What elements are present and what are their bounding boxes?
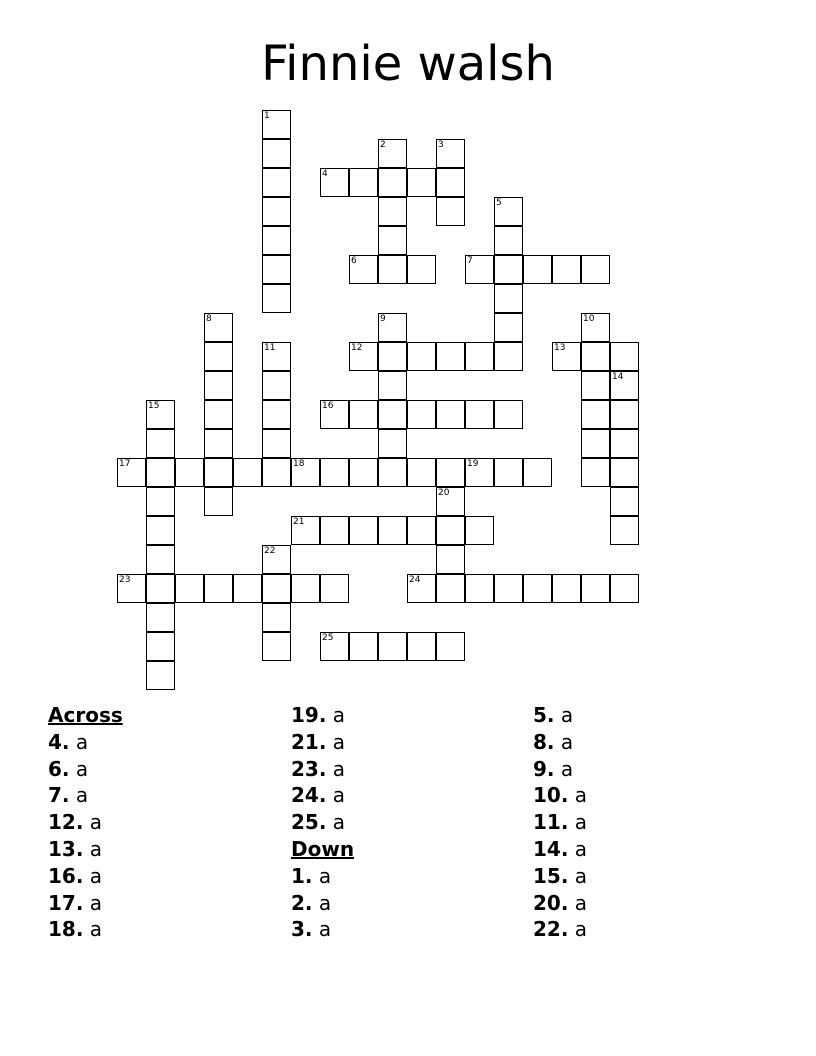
grid-cell[interactable]	[378, 632, 407, 661]
grid-cell[interactable]	[204, 429, 233, 458]
clue-item-text: a	[83, 917, 103, 942]
grid-cell[interactable]	[117, 574, 146, 603]
grid-cell[interactable]	[407, 458, 436, 487]
clue-item-number: 23.	[291, 756, 327, 781]
clue-item	[48, 782, 123, 809]
clue-item-number: 10.	[533, 783, 569, 808]
clue-item-number: 1.	[291, 863, 313, 888]
clue-number: 25	[322, 633, 334, 643]
clue-item	[533, 756, 587, 783]
clue-number: 17	[119, 459, 131, 469]
grid-cell[interactable]	[552, 574, 581, 603]
clue-number: 24	[409, 575, 421, 585]
grid-cell[interactable]	[494, 313, 523, 342]
grid-cell[interactable]	[291, 574, 320, 603]
grid-cell[interactable]	[610, 458, 639, 487]
grid-cell[interactable]	[146, 632, 175, 661]
grid-cell[interactable]	[581, 429, 610, 458]
clue-column-3	[533, 702, 587, 943]
grid-cell[interactable]	[262, 632, 291, 661]
grid-cell[interactable]	[436, 632, 465, 661]
grid-cell[interactable]	[146, 545, 175, 574]
grid-cell[interactable]	[262, 139, 291, 168]
grid-cell[interactable]	[349, 255, 378, 284]
clue-number: 2	[380, 140, 386, 150]
clue-number: 12	[351, 343, 363, 353]
grid-cell[interactable]	[465, 458, 494, 487]
grid-cell[interactable]	[291, 516, 320, 545]
clue-number: 9	[380, 314, 386, 324]
clue-item	[48, 863, 123, 890]
grid-cell[interactable]	[204, 371, 233, 400]
grid-cell[interactable]	[494, 400, 523, 429]
grid-cell[interactable]	[436, 516, 465, 545]
grid-cell[interactable]	[175, 458, 204, 487]
grid-cell[interactable]	[610, 342, 639, 371]
grid-cell[interactable]	[581, 371, 610, 400]
grid-cell[interactable]	[494, 574, 523, 603]
clue-item-number: 16.	[48, 863, 84, 888]
clue-item	[533, 809, 587, 836]
grid-cell[interactable]	[146, 603, 175, 632]
grid-cell[interactable]	[262, 545, 291, 574]
grid-cell[interactable]	[320, 632, 349, 661]
clue-item-number: 11.	[533, 810, 569, 835]
grid-cell[interactable]	[262, 603, 291, 632]
clue-item-text: a	[312, 863, 332, 888]
grid-cell[interactable]	[262, 342, 291, 371]
grid-cell[interactable]	[175, 574, 204, 603]
clue-column-1	[48, 702, 123, 943]
clue-item-text: a	[83, 890, 103, 915]
grid-cell[interactable]	[204, 458, 233, 487]
grid-cell[interactable]	[581, 458, 610, 487]
grid-cell[interactable]	[320, 574, 349, 603]
grid-cell[interactable]	[146, 574, 175, 603]
grid-cell[interactable]	[378, 168, 407, 197]
clue-number: 3	[438, 140, 444, 150]
clue-item-number: 3.	[291, 917, 313, 942]
grid-cell[interactable]	[465, 255, 494, 284]
clue-number: 14	[612, 372, 624, 382]
clue-item-text: a	[568, 783, 588, 808]
clue-item-text: a	[83, 810, 103, 835]
grid-cell[interactable]	[204, 487, 233, 516]
grid-cell[interactable]	[494, 197, 523, 226]
clue-item-number: 6.	[48, 756, 70, 781]
clue-number: 15	[148, 401, 160, 411]
clue-item-number: 15.	[533, 863, 569, 888]
grid-cell[interactable]	[610, 487, 639, 516]
clue-item	[48, 916, 123, 943]
grid-cell[interactable]	[436, 197, 465, 226]
grid-cell[interactable]	[349, 168, 378, 197]
clue-item	[48, 836, 123, 863]
grid-cell[interactable]	[146, 429, 175, 458]
clue-item	[48, 756, 123, 783]
grid-cell[interactable]	[378, 139, 407, 168]
grid-cell[interactable]	[146, 661, 175, 690]
grid-cell[interactable]	[436, 400, 465, 429]
grid-cell[interactable]	[407, 255, 436, 284]
clue-item-number: 9.	[533, 756, 555, 781]
grid-cell[interactable]	[436, 574, 465, 603]
clue-heading-across: Across	[48, 703, 123, 727]
grid-cell[interactable]	[262, 255, 291, 284]
clue-item-text: a	[83, 863, 103, 888]
clue-number: 21	[293, 517, 305, 527]
grid-cell[interactable]	[349, 400, 378, 429]
clue-item-text: a	[326, 810, 346, 835]
clue-number: 4	[322, 169, 328, 179]
grid-cell[interactable]	[378, 400, 407, 429]
grid-cell[interactable]	[494, 255, 523, 284]
grid-cell[interactable]	[378, 226, 407, 255]
grid-cell[interactable]	[610, 429, 639, 458]
grid-cell[interactable]	[262, 168, 291, 197]
grid-cell[interactable]	[378, 429, 407, 458]
grid-cell[interactable]	[581, 400, 610, 429]
grid-cell[interactable]	[262, 110, 291, 139]
clue-item	[291, 756, 354, 783]
clue-item-text: a	[554, 729, 574, 754]
grid-cell[interactable]	[407, 168, 436, 197]
clue-item-text: a	[554, 756, 574, 781]
grid-cell[interactable]	[552, 342, 581, 371]
grid-cell[interactable]	[436, 487, 465, 516]
grid-cell[interactable]	[204, 313, 233, 342]
clue-item-number: 21.	[291, 729, 327, 754]
clue-number: 19	[467, 459, 479, 469]
grid-cell[interactable]	[262, 458, 291, 487]
grid-cell[interactable]	[610, 400, 639, 429]
grid-cell[interactable]	[610, 371, 639, 400]
grid-cell[interactable]	[610, 516, 639, 545]
clue-item-text: a	[326, 783, 346, 808]
grid-cell[interactable]	[349, 342, 378, 371]
clue-item-number: 4.	[48, 729, 70, 754]
grid-cell[interactable]	[349, 632, 378, 661]
clue-item-number: 14.	[533, 836, 569, 861]
clue-item	[48, 890, 123, 917]
grid-cell[interactable]	[407, 574, 436, 603]
grid-cell[interactable]	[378, 458, 407, 487]
clue-heading-down: Down	[291, 836, 355, 861]
clue-item	[291, 916, 354, 943]
grid-cell[interactable]	[494, 284, 523, 313]
clue-item-text: a	[83, 836, 103, 861]
grid-cell[interactable]	[407, 632, 436, 661]
grid-cell[interactable]	[204, 400, 233, 429]
clue-item	[291, 863, 354, 890]
grid-cell[interactable]	[581, 255, 610, 284]
grid-cell[interactable]	[581, 313, 610, 342]
clue-item-number: 18.	[48, 917, 84, 942]
clue-item	[291, 702, 354, 729]
clue-number: 13	[554, 343, 566, 353]
clue-item-number: 25.	[291, 810, 327, 835]
clue-item	[533, 782, 587, 809]
grid-cell[interactable]	[523, 255, 552, 284]
clue-item-number: 2.	[291, 890, 313, 915]
grid-cell[interactable]	[320, 400, 349, 429]
grid-cell[interactable]	[581, 574, 610, 603]
clue-item-number: 24.	[291, 783, 327, 808]
grid-cell[interactable]	[610, 574, 639, 603]
grid-cell[interactable]	[552, 255, 581, 284]
grid-cell[interactable]	[233, 458, 262, 487]
clue-item-number: 12.	[48, 810, 84, 835]
clue-item-number: 19.	[291, 703, 327, 727]
clue-number: 23	[119, 575, 131, 585]
clue-item-text: a	[326, 703, 346, 727]
clue-number: 16	[322, 401, 334, 411]
clue-number: 5	[496, 198, 502, 208]
grid-cell[interactable]	[262, 400, 291, 429]
grid-cell[interactable]	[117, 458, 146, 487]
clue-item-number: 13.	[48, 836, 84, 861]
clue-item-number: 7.	[48, 783, 70, 808]
grid-cell[interactable]	[523, 574, 552, 603]
clue-item	[533, 836, 587, 863]
grid-cell[interactable]	[378, 255, 407, 284]
grid-cell[interactable]	[378, 371, 407, 400]
clue-number: 7	[467, 256, 473, 266]
clue-item	[533, 890, 587, 917]
grid-cell[interactable]	[436, 342, 465, 371]
clue-item	[291, 890, 354, 917]
grid-cell[interactable]	[146, 487, 175, 516]
clue-item	[533, 702, 587, 729]
grid-cell[interactable]	[378, 342, 407, 371]
grid-cell[interactable]	[465, 400, 494, 429]
grid-cell[interactable]	[262, 284, 291, 313]
clue-item-number: 20.	[533, 890, 569, 915]
grid-cell[interactable]	[378, 313, 407, 342]
clue-item	[291, 729, 354, 756]
clue-item-number: 17.	[48, 890, 84, 915]
clue-number: 11	[264, 343, 276, 353]
clue-item-text: a	[69, 783, 89, 808]
clue-item-text: a	[326, 729, 346, 754]
clue-item-text: a	[568, 917, 588, 942]
clue-item-text: a	[568, 863, 588, 888]
grid-cell[interactable]	[204, 342, 233, 371]
grid-cell[interactable]	[436, 458, 465, 487]
clue-item-number: 22.	[533, 917, 569, 942]
clue-number: 10	[583, 314, 595, 324]
grid-cell[interactable]	[378, 197, 407, 226]
clue-item	[291, 782, 354, 809]
grid-cell[interactable]	[436, 168, 465, 197]
grid-cell[interactable]	[465, 342, 494, 371]
clue-item-text: a	[69, 756, 89, 781]
grid-cell[interactable]	[465, 516, 494, 545]
clue-number: 1	[264, 111, 270, 121]
grid-cell[interactable]	[494, 226, 523, 255]
clue-number: 8	[206, 314, 212, 324]
grid-cell[interactable]	[320, 168, 349, 197]
clue-item-text: a	[554, 703, 574, 727]
clue-item	[48, 809, 123, 836]
clue-item	[48, 729, 123, 756]
grid-cell[interactable]	[146, 516, 175, 545]
grid-cell[interactable]	[436, 545, 465, 574]
clue-item-text: a	[69, 729, 89, 754]
clue-item-number: 8.	[533, 729, 555, 754]
grid-cell[interactable]	[262, 371, 291, 400]
grid-cell[interactable]	[349, 458, 378, 487]
clue-number: 22	[264, 546, 276, 556]
grid-cell[interactable]	[146, 458, 175, 487]
grid-cell[interactable]	[320, 516, 349, 545]
grid-cell[interactable]	[262, 226, 291, 255]
grid-cell[interactable]	[494, 342, 523, 371]
grid-cell[interactable]	[146, 400, 175, 429]
grid-cell[interactable]	[407, 516, 436, 545]
grid-cell[interactable]	[349, 516, 378, 545]
clue-item-text: a	[312, 890, 332, 915]
grid-cell[interactable]	[378, 516, 407, 545]
clue-item-text: a	[312, 917, 332, 942]
clue-item-text: a	[568, 810, 588, 835]
grid-cell[interactable]	[262, 197, 291, 226]
grid-cell[interactable]	[291, 458, 320, 487]
clue-item-text: a	[326, 756, 346, 781]
grid-cell[interactable]	[407, 400, 436, 429]
grid-cell[interactable]	[233, 574, 262, 603]
clue-column-2	[291, 702, 354, 943]
grid-cell[interactable]	[494, 458, 523, 487]
grid-cell[interactable]	[262, 429, 291, 458]
grid-cell[interactable]	[204, 574, 233, 603]
clue-item	[533, 729, 587, 756]
grid-cell[interactable]	[523, 458, 552, 487]
grid-cell[interactable]	[320, 458, 349, 487]
clue-number: 20	[438, 488, 450, 498]
page-title: Finnie walsh	[261, 36, 555, 92]
clue-item-number: 5.	[533, 703, 555, 727]
clue-item	[533, 863, 587, 890]
grid-cell[interactable]	[465, 574, 494, 603]
grid-cell[interactable]	[262, 574, 291, 603]
clue-item-text: a	[568, 890, 588, 915]
clue-item-text: a	[568, 836, 588, 861]
clue-item	[291, 809, 354, 836]
grid-cell[interactable]	[581, 342, 610, 371]
clue-item	[533, 916, 587, 943]
grid-cell[interactable]	[436, 139, 465, 168]
clue-number: 6	[351, 256, 357, 266]
clue-number: 18	[293, 459, 305, 469]
grid-cell[interactable]	[407, 342, 436, 371]
